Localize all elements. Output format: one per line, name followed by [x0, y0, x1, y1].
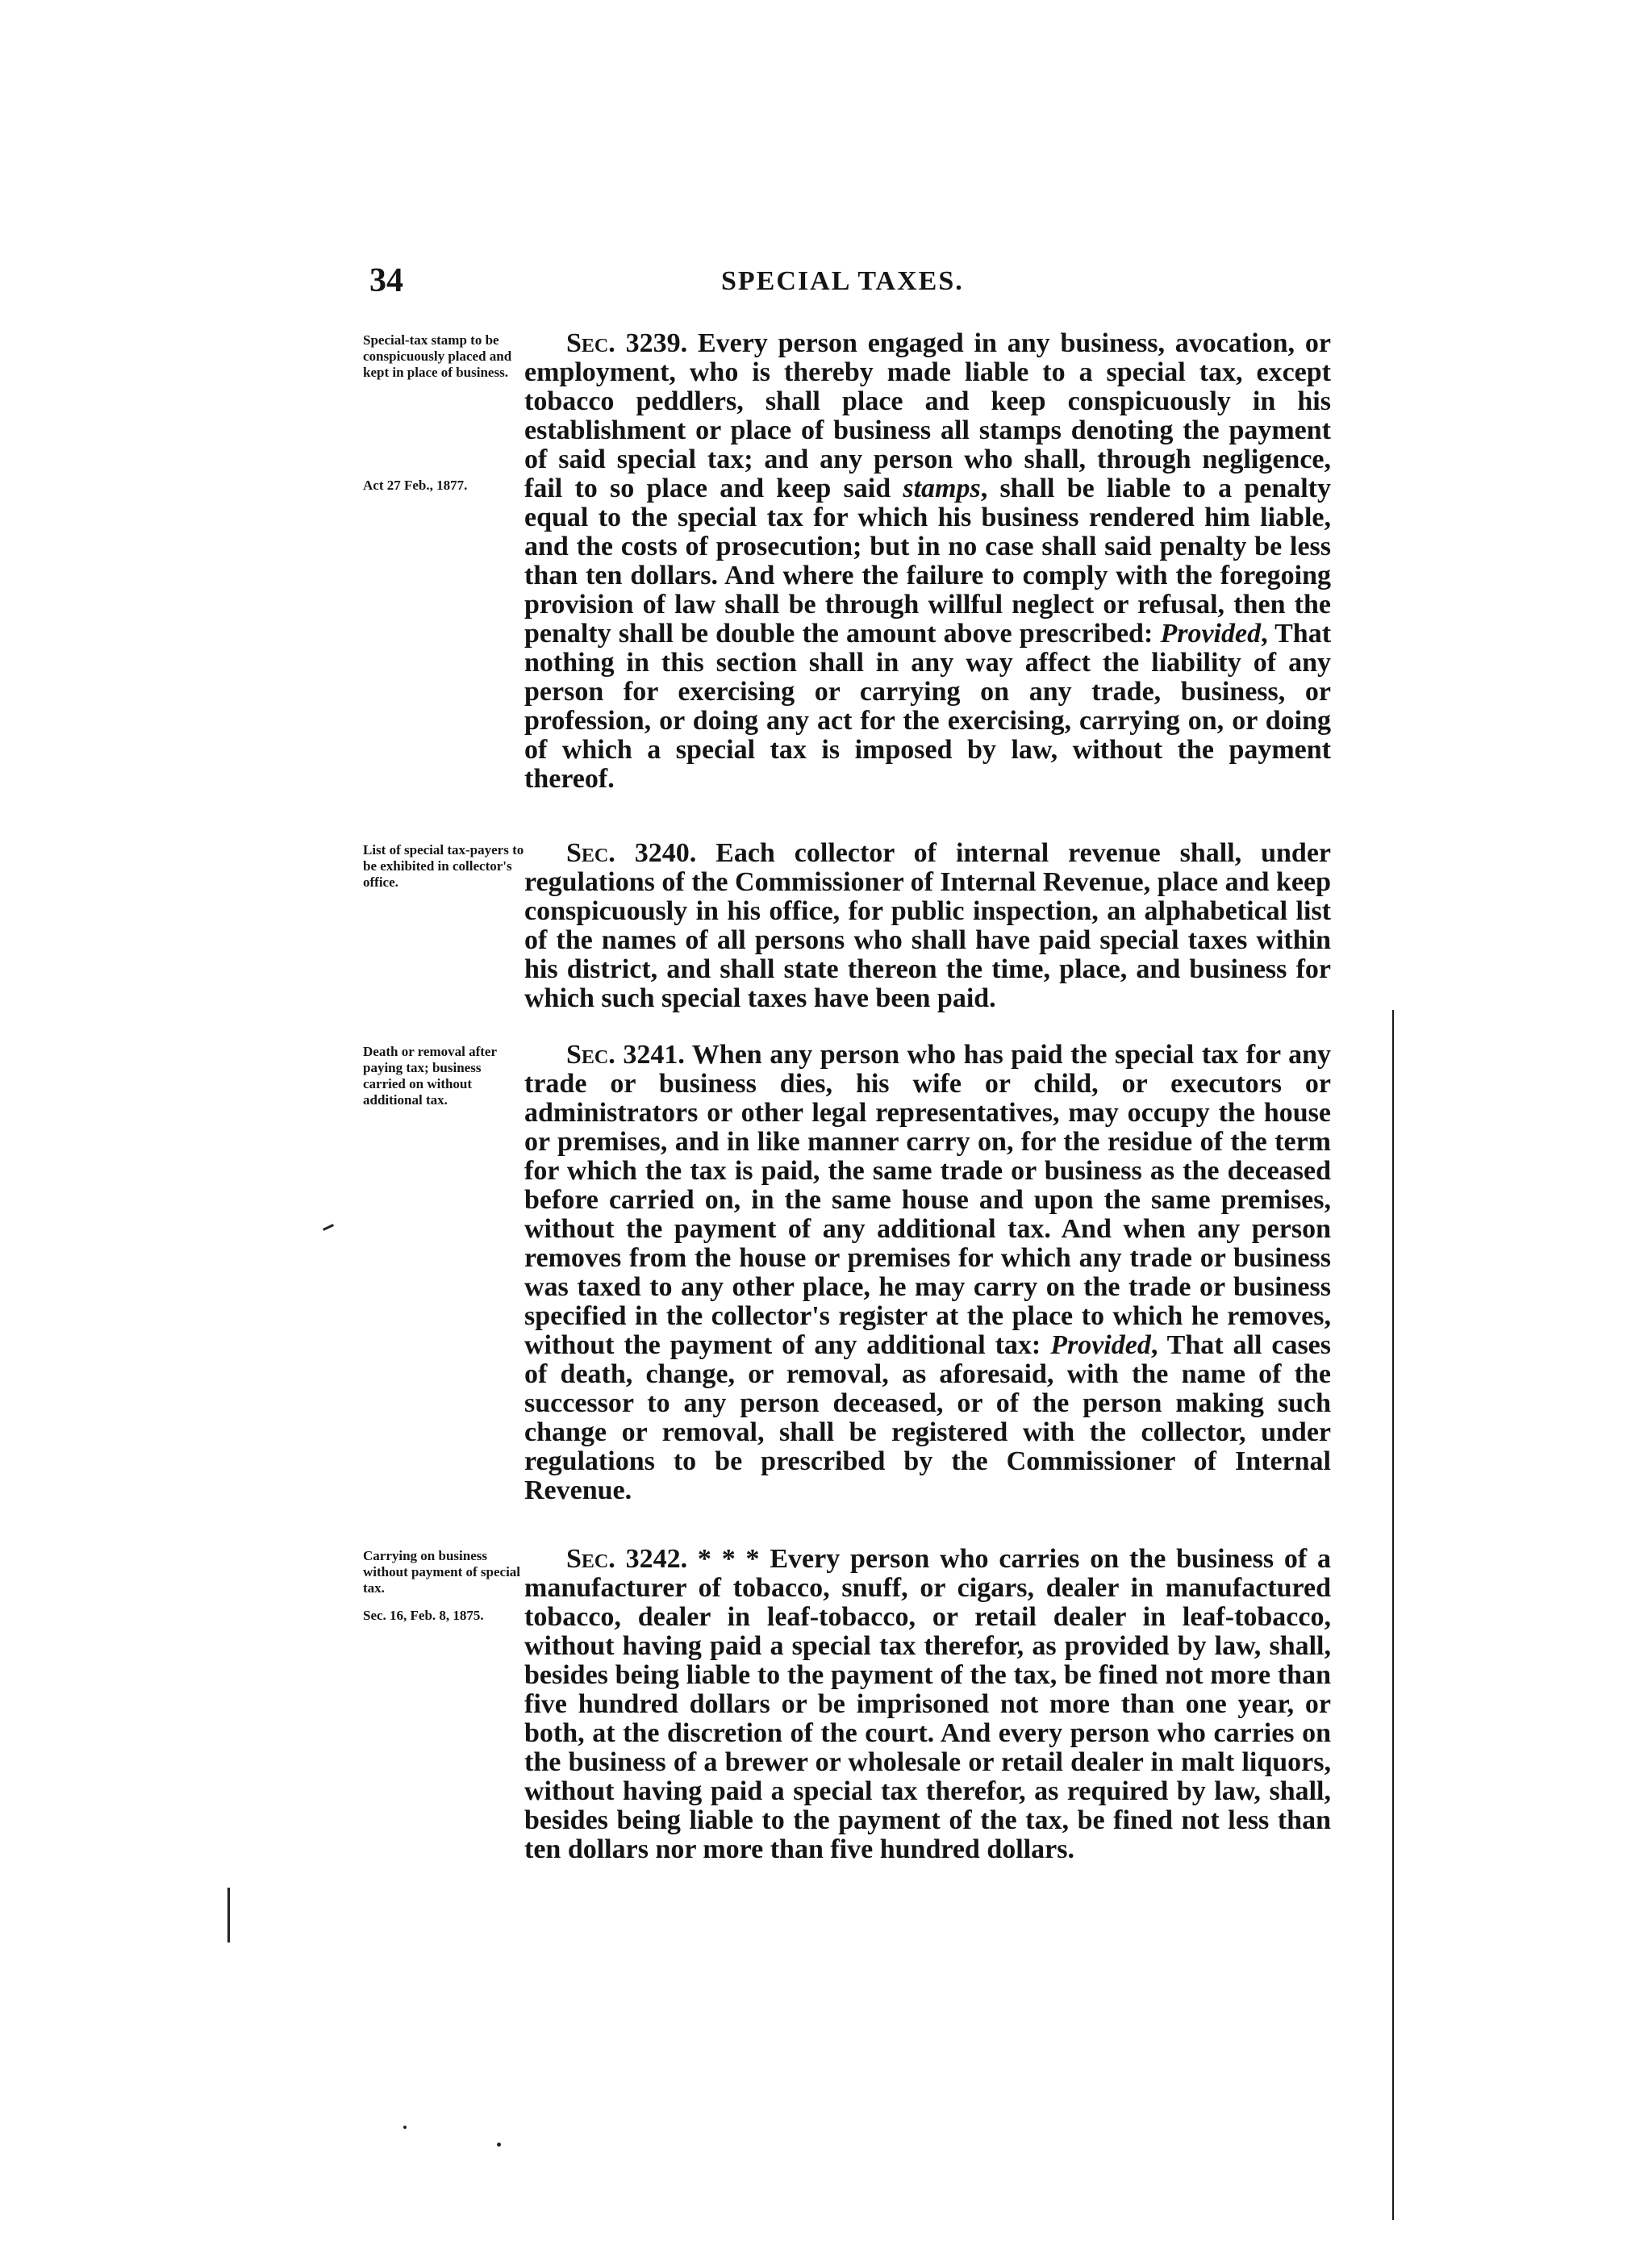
body-text: Each collector of internal revenue shall, under regulations of the Commissioner of Internal Revenue, place and keep conspicuously in his office, for public inspection, an alphabetical list of the names of all persons who shall have paid special taxes within his district, and shall state thereon the time, place, and business for which such special taxes have been paid. — [524, 838, 1332, 1013]
sidenote-citation: Act 27 Feb., 1877. — [363, 478, 468, 493]
section-body — [524, 839, 1331, 1013]
body-text: , That all cases of death, change, or removal, as aforesaid, with the name of the successor to any person deceased, or of the person making such change or removal, shall be registered with the collector, under regulations to be prescribed by the Commissioner of Internal Revenue. — [524, 1330, 1331, 1505]
sidenote — [363, 842, 524, 891]
body-text: , shall be liable to a penalty equal to the special tax for which his business rendered him liable, and the costs of prosecution; but in no case shall said penalty be less than ten dollars. And where the failure to comply with the foregoing provision of law shall be through willful neglect or refusal, then the penalty shall be double the amount above prescribed: — [524, 474, 1331, 649]
scan-edge-line — [1392, 1010, 1394, 2220]
section-number: Sec. 3241. — [566, 1040, 685, 1070]
section-number: Sec. 3240. — [566, 838, 697, 868]
scan-mark — [323, 1224, 334, 1231]
scan-mark — [227, 1888, 230, 1942]
sidenote-text: Carrying on business without payment of special tax. — [363, 1548, 521, 1596]
body-text: , That nothing in this section shall in any way affect the liability of any person for exercising or carrying on any trade, business, or profession, or doing any act for the exercising, carrying on, or doing of which a special tax is imposed by law, without the payment thereof. — [524, 619, 1332, 794]
sidenote-text: List of special tax-payers to be exhibited in collector's office. — [363, 842, 524, 890]
section-number: Sec. 3242. — [566, 1544, 688, 1574]
sidenote — [363, 1548, 524, 1624]
page-number: 34 — [369, 262, 403, 299]
emphasis: stamps — [903, 474, 981, 503]
body-text: * * * Every person who carries on the business of a manufacturer of tobacco, snuff, or cigars, dealer in manufactured tobacco, dealer in leaf-tobacco, or retail dealer in leaf-tobacco, without having paid a special tax therefor, as provided by law, shall, besides being liable to the payment of the tax, be fined not more than five hundred dollars or be imprisoned not more than one year, or both, at the discretion of the court. And every person who carries on the business of a brewer or wholesale or retail dealer in malt liquors, without having paid a special tax therefor, as required by law, shall, besides being liable to the payment of the tax, be fined not less than ten dollars nor more than five hundred dollars. — [524, 1544, 1332, 1864]
sidenote — [363, 332, 524, 494]
emphasis: Provided — [1050, 1330, 1151, 1360]
emphasis: Provided — [1160, 619, 1262, 649]
sidenote-citation: Sec. 16, Feb. 8, 1875. — [363, 1608, 484, 1623]
section-body — [524, 1041, 1331, 1505]
running-title: SPECIAL TAXES. — [721, 266, 964, 296]
body-text: When any person who has paid the special tax for any trade or business dies, his wife or child, or executors or administrators or other legal representatives, may occupy the house or premises, and in like manner carry on, for the residue of the term for which the tax is paid, the same trade or business as the deceased before carried on, in the same house and upon the same premises, without the payment of any additional tax. And when any person removes from the house or premises for which any trade or business was taxed to any other place, he may carry on the trade or business specified in the collector's register at the place to which he removes, without the payment of any additional tax: — [524, 1040, 1331, 1360]
scan-dot — [497, 2143, 501, 2147]
sidenote-text: Special-tax stamp to be conspicuously placed and kept in place of business. — [363, 332, 512, 380]
scan-dot — [403, 2126, 407, 2129]
sidenote — [363, 1044, 524, 1108]
section-number: Sec. 3239. — [566, 328, 688, 358]
section-body — [524, 1545, 1331, 1864]
page-header — [369, 261, 1329, 307]
body-text: Every person engaged in any business, avocation, or employment, who is thereby made liable to a special tax, except tobacco peddlers, shall place and keep conspicuously in his establishment or place of business all stamps denoting the payment of said special tax; and any person who shall, through negligence, fail to so place and keep said — [524, 328, 1331, 503]
sidenote-text: Death or removal after paying tax; business carried on without additional tax. — [363, 1044, 497, 1108]
section-body — [524, 329, 1331, 794]
